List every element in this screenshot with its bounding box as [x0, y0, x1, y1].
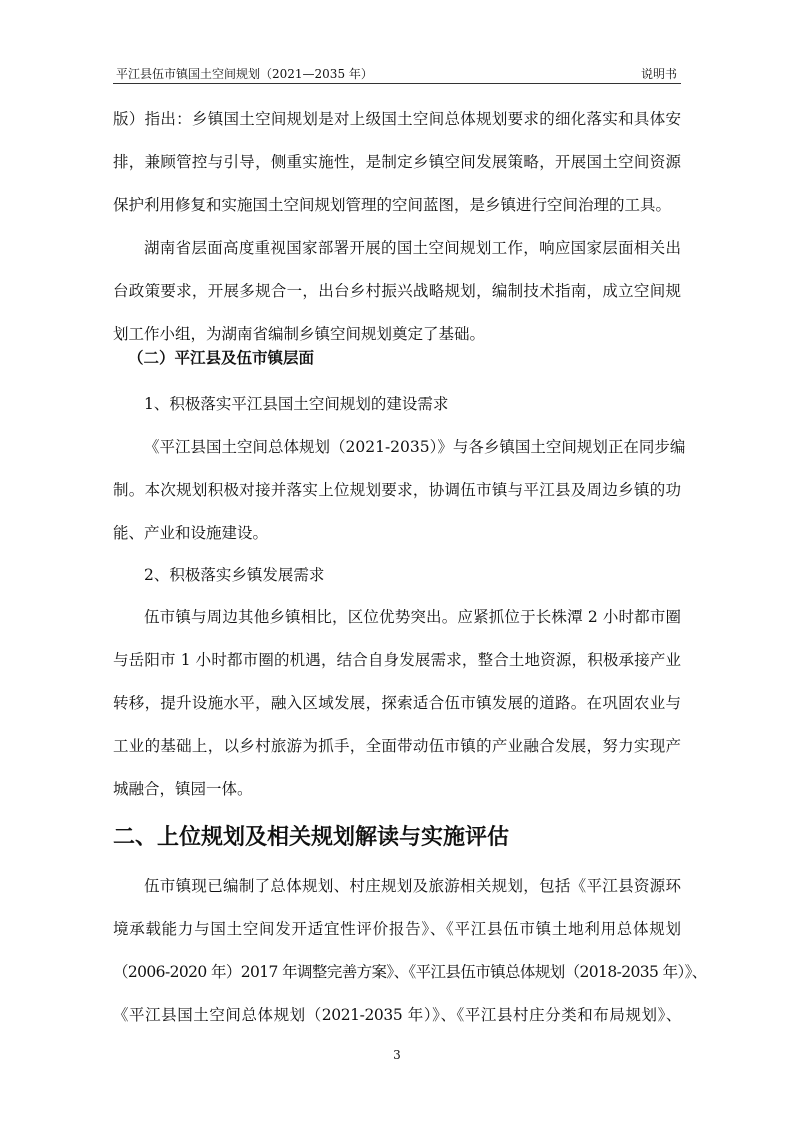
- paragraph-line: 能、产业和设施建设。: [113, 524, 269, 542]
- paragraph-line: 版）指出：乡镇国土空间规划是对上级国土空间总体规划要求的细化落实和具体安: [113, 110, 681, 128]
- header-doc-title: 平江县伍市镇国土空间规划（2021—2035 年）: [116, 67, 373, 81]
- paragraph-line: 《平江县国土空间总体规划（2021-2035 年）》、《平江县村庄分类和布局规划》、: [113, 1006, 681, 1024]
- running-header: [113, 65, 681, 84]
- paragraph-line: 境承载能力与国土空间发开适宜性评价报告》、《平江县伍市镇土地利用总体规划: [113, 920, 681, 938]
- paragraph-line: 台政策要求，开展多规合一，出台乡村振兴战略规划，编制技术指南，成立空间规: [113, 282, 681, 300]
- paragraph-line: 划工作小组，为湖南省编制乡镇空间规划奠定了基础。: [113, 325, 486, 343]
- header-doc-type: 说明书: [640, 67, 677, 81]
- paragraph-line: 伍市镇与周边其他乡镇相比，区位优势突出。应紧抓位于长株潭 2 小时都市圈: [144, 608, 681, 626]
- paragraph-line: 城融合，镇园一体。: [113, 780, 253, 798]
- paragraph-line: 保护利用修复和实施国土空间规划管理的空间蓝图，是乡镇进行空间治理的工具。: [113, 196, 672, 214]
- subsection-heading: （二）平江县及伍市镇层面: [128, 348, 315, 367]
- page-number: 3: [393, 1048, 401, 1062]
- paragraph-line: 制。本次规划积极对接并落实上位规划要求，协调伍市镇与平江县及周边乡镇的功: [113, 481, 681, 499]
- numbered-heading: 2、积极落实乡镇发展需求: [144, 566, 325, 584]
- numbered-heading: 1、积极落实平江县国土空间规划的建设需求: [144, 395, 449, 413]
- paragraph-line: 工业的基础上，以乡村旅游为抓手，全面带动伍市镇的产业融合发展，努力实现产: [113, 737, 681, 755]
- section-heading: 二、上位规划及相关规划解读与实施评估: [113, 825, 510, 850]
- paragraph-line: 转移，提升设施水平，融入区域发展，探索适合伍市镇发展的道路。在巩固农业与: [113, 694, 681, 712]
- paragraph-line: 湖南省层面高度重视国家部署开展的国土空间规划工作，响应国家层面相关出: [144, 239, 681, 257]
- paragraph-line: 与岳阳市 1 小时都市圈的机遇，结合自身发展需求，整合土地资源，积极承接产业: [113, 651, 681, 669]
- paragraph-line: 排，兼顾管控与引导，侧重实施性，是制定乡镇空间发展策略，开展国土空间资源: [113, 153, 681, 171]
- paragraph-line: （2006-2020 年）2017 年调整完善方案》、《平江县伍市镇总体规划（2018-2035 年）》、: [113, 963, 707, 981]
- paragraph-line: 伍市镇现已编制了总体规划、村庄规划及旅游相关规划，包括《平江县资源环: [144, 877, 681, 895]
- paragraph-line: 《平江县国土空间总体规划（2021-2035）》与各乡镇国土空间规划正在同步编: [144, 438, 686, 456]
